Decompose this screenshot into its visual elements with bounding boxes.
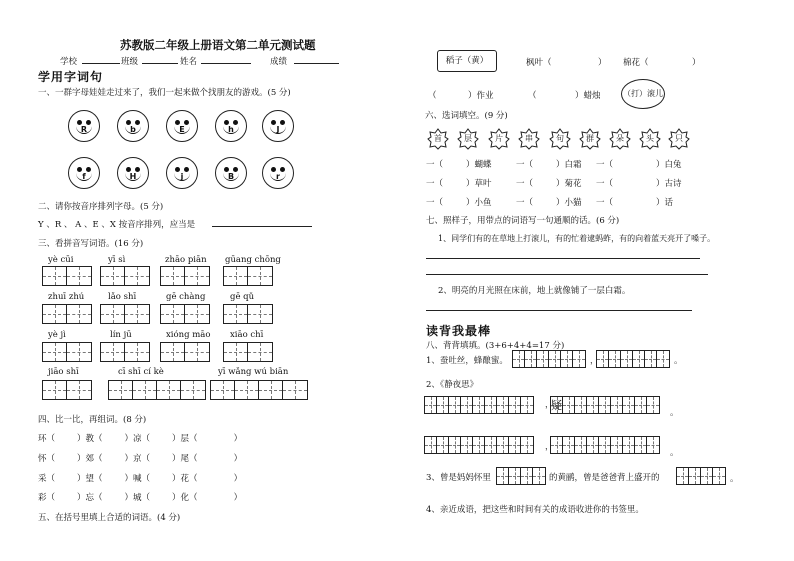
fill-text: ）作业 [468, 91, 494, 101]
pinyin-label: zhuī zhú [48, 292, 85, 302]
smiley-face: j [166, 157, 198, 189]
writing-grid[interactable] [512, 350, 586, 368]
writing-grid[interactable] [42, 266, 92, 286]
question-5: 五、在括号里填上合适的词语。(4 分) [38, 513, 181, 523]
section-heading-2: 读背我最棒 [426, 324, 492, 338]
q8-item-3b: 的黄鹂，曾是爸爸背上盛开的 [549, 473, 660, 483]
fill-text: （ [528, 91, 537, 101]
writing-grid[interactable] [210, 380, 308, 400]
question-4: 四、比一比，再组词。(8 分) [38, 415, 147, 425]
q6-cell: ）菊花 [556, 179, 582, 189]
q6-cell: 一（ [516, 179, 534, 189]
question-8: 八、背背填填。(3+6+4+4=17 分) [426, 341, 565, 351]
writing-grid[interactable] [160, 304, 210, 324]
writing-grid[interactable] [42, 380, 92, 400]
q6-cell: ）小猫 [556, 198, 582, 208]
pinyin-label: xióng māo [166, 330, 211, 340]
q6-cell: 一（ [426, 198, 444, 208]
school-blank[interactable] [82, 63, 120, 64]
question-3: 三、看拼音写词语。(16 分) [38, 239, 144, 249]
q6-cell: 一（ [596, 179, 614, 189]
question-2-prompt: Y 、R 、 A 、E 、X 按音序排列，应当是 [38, 220, 196, 230]
question-7: 七、照样子，用带点的词语写一句通顺的话。(6 分) [426, 216, 620, 226]
question-2: 二、请你按音序排列字母。(5 分) [38, 202, 164, 212]
q6-cell: 一（ [516, 198, 534, 208]
section-heading-1: 学用字词句 [38, 70, 104, 84]
writing-grid[interactable] [496, 467, 546, 485]
pinyin-label: cī shī cí kè [118, 367, 164, 377]
q6-cell: 一（ [596, 160, 614, 170]
writing-grid[interactable] [160, 342, 210, 362]
class-blank[interactable] [142, 63, 178, 64]
question-6: 六、选词填空。(9 分) [425, 111, 508, 121]
q6-cell: ）蝴蝶 [466, 160, 492, 170]
badge-star: 串 [518, 128, 540, 150]
score-label: 成绩 [270, 57, 288, 67]
comma: ， [590, 356, 599, 366]
badge-star: 群 [579, 128, 601, 150]
class-label: 班级 [121, 57, 139, 67]
pinyin-label: lǎo shī [108, 292, 137, 302]
given-char: 疑 [551, 399, 562, 412]
badge-star: 朵 [609, 128, 631, 150]
fill-text: （ [428, 91, 437, 101]
compare-row: 彩（ ）忘（ ）城（ ）化（ ） [38, 493, 243, 503]
name-label: 姓名 [180, 57, 198, 67]
writing-grid[interactable] [100, 304, 150, 324]
smiley-face: h [215, 110, 247, 142]
answer-line[interactable] [426, 310, 692, 311]
smiley-face: f [68, 157, 100, 189]
writing-grid[interactable] [42, 304, 92, 324]
q7-sentence-2: 2、明亮的月光照在床前，地上就像铺了一层白霜。 [438, 286, 631, 296]
fill-text: ）蜡烛 [575, 91, 601, 101]
period: 。 [670, 448, 679, 458]
roll-oval: （打）滚儿 [621, 79, 665, 109]
q6-cell: ）白兔 [656, 160, 682, 170]
badge-star: 句 [549, 128, 571, 150]
compare-row: 环（ ）教（ ）凉（ ）层（ ） [38, 434, 243, 444]
score-blank[interactable] [294, 63, 339, 64]
pinyin-label: yè jì [48, 330, 66, 340]
q6-cell: 一（ [426, 160, 444, 170]
badge-star: 头 [639, 128, 661, 150]
question-1: 一、一群字母娃娃走过来了，我们一起来做个找朋友的游戏。(5 分) [38, 88, 291, 98]
answer-line[interactable] [426, 258, 700, 259]
pinyin-label: yī sì [108, 255, 126, 265]
fill-text: 棉花（ [623, 58, 649, 68]
pinyin-label: jiāo shī [48, 367, 79, 377]
smiley-face: B [215, 157, 247, 189]
period: 。 [730, 474, 739, 484]
writing-grid[interactable] [223, 266, 273, 286]
pinyin-label: gē chàng [166, 292, 206, 302]
pinyin-label: gūang chōng [225, 255, 281, 265]
page-title: 苏教版二年级上册语文第二单元测试题 [120, 38, 316, 52]
badge-star: 片 [488, 128, 510, 150]
answer-blank[interactable] [212, 226, 312, 227]
q8-item-1: 1、蚕吐丝，蜂酿蜜。 [426, 356, 508, 366]
rice-box: 稻子（黄） [437, 50, 497, 72]
writing-grid[interactable] [100, 342, 150, 362]
q8-item-3a: 3、曾是妈妈怀里 [426, 473, 491, 483]
writing-grid[interactable] [676, 467, 726, 485]
smiley-face: R [68, 110, 100, 142]
writing-grid[interactable] [42, 342, 92, 362]
pinyin-label: lín jū [110, 330, 132, 340]
writing-grid[interactable] [108, 380, 206, 400]
smiley-face: E [166, 110, 198, 142]
writing-grid[interactable] [424, 396, 534, 414]
fill-text: ） [598, 58, 607, 68]
writing-grid[interactable] [550, 396, 660, 414]
pinyin-label: yī wǎng wú biān [218, 367, 289, 377]
q6-cell: ）小鱼 [466, 198, 492, 208]
q6-cell: 一（ [596, 198, 614, 208]
q6-cell: ）草叶 [466, 179, 492, 189]
writing-grid[interactable] [223, 304, 273, 324]
writing-grid[interactable] [223, 342, 273, 362]
fill-text: 枫叶（ [526, 58, 552, 68]
q6-cell: ）话 [656, 198, 674, 208]
smiley-face: J [262, 110, 294, 142]
pinyin-label: zhāo piān [165, 255, 207, 265]
pinyin-label: yè cūi [48, 255, 74, 265]
answer-line[interactable] [426, 274, 708, 275]
period: 。 [674, 356, 683, 366]
q7-sentence-1: 1、同学们有的在草地上打滚儿，有的忙着逮蚂蚱，有的向着蓝天亮开了嗓子。 [438, 234, 716, 243]
writing-grid[interactable] [100, 266, 150, 286]
pinyin-label: gē qǔ [230, 292, 255, 302]
writing-grid[interactable] [550, 436, 660, 454]
writing-grid[interactable] [160, 266, 210, 286]
compare-row: 怀（ ）郊（ ）京（ ）尾（ ） [38, 454, 243, 464]
smiley-face: b [117, 110, 149, 142]
q8-item-2: 2、《静夜思》 [426, 380, 479, 390]
writing-grid[interactable] [424, 436, 534, 454]
pinyin-label: xiāo chī [230, 330, 264, 340]
name-blank[interactable] [201, 63, 251, 64]
smiley-face: H [117, 157, 149, 189]
badge-star: 首 [427, 128, 449, 150]
q6-cell: ）白霜 [556, 160, 582, 170]
q6-cell: 一（ [516, 160, 534, 170]
compare-row: 采（ ）望（ ）喊（ ）花（ ） [38, 474, 243, 484]
writing-grid[interactable] [596, 350, 670, 368]
smiley-face: r [262, 157, 294, 189]
period: 。 [670, 408, 679, 418]
q6-cell: ）古诗 [656, 179, 682, 189]
comma: ， [545, 442, 554, 452]
badge-star: 只 [668, 128, 690, 150]
comma: ， [545, 400, 554, 410]
fill-text: ） [692, 58, 701, 68]
school-label: 学校 [60, 57, 78, 67]
q6-cell: 一（ [426, 179, 444, 189]
badge-star: 层 [457, 128, 479, 150]
q8-item-4: 4、亲近成语，把这些和时间有关的成语收进你的书签里。 [426, 505, 644, 515]
